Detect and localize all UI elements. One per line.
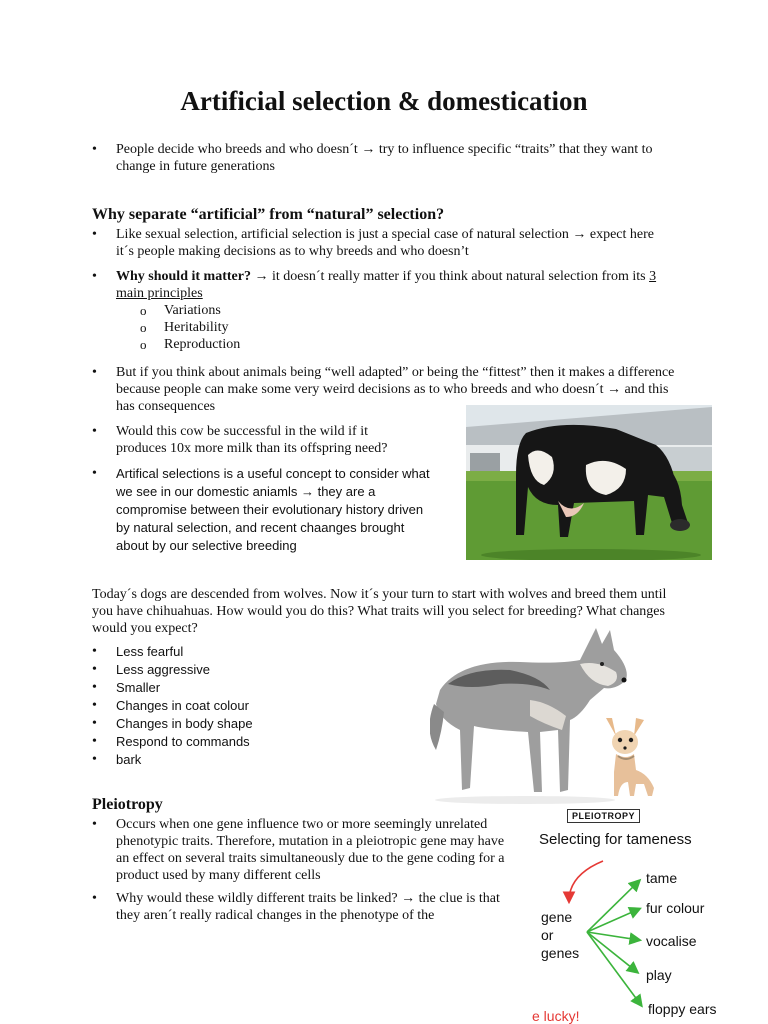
traits-list <box>92 643 392 769</box>
section-heading-why-separate: Why separate “artificial” from “natural” selection? <box>92 206 445 223</box>
list-item: • Like sexual selection, artificial selection is just a special case of natural selection → expect here it´s people making decisions as to why breeds and who doesn’t <box>92 226 662 260</box>
section-heading-pleiotropy: Pleiotropy <box>92 796 163 813</box>
selection-curve-arrow <box>569 861 603 901</box>
list-item: • Changes in body shape <box>92 715 392 733</box>
target-tame: tame <box>646 870 678 886</box>
diagram-tag: PLEIOTROPY <box>567 809 640 823</box>
list-item: • Artifical selections is a useful concept to consider what we see in our domestic aniamls → they are a compromise between their evolutionary history driven by natural selection, and recent chaanges brought about by our selective breeding <box>92 465 438 555</box>
wolf-chihuahua-photo <box>430 620 680 805</box>
section1-list <box>92 226 662 353</box>
list-item: • Respond to commands <box>92 733 392 751</box>
cow-photo-drawing <box>466 405 712 560</box>
list-item: • Why should it matter? → it doesn´t really matter if you think about natural selection from its 3 main principles <box>92 268 662 302</box>
intro-list <box>92 141 672 175</box>
chihuahua-photo <box>600 712 660 802</box>
arrow-to-tame <box>587 881 639 932</box>
list-item: • Occurs when one gene influence two or more seemingly unrelated phenotypic traits. Therefore, mutation in a pleiotropic gene may have an effect on several traits simultaneously due to the gene coding for a product used by many different cells <box>92 816 510 884</box>
pleiotropy-diagram <box>525 805 735 1024</box>
target-fur-colour: fur colour <box>646 900 705 916</box>
list-item: • Smaller <box>92 679 392 697</box>
list-item: • Less aggressive <box>92 661 392 679</box>
list-item: • People decide who breeds and who doesn´t → try to influence specific “traits” that they want to change in future generations <box>92 141 672 175</box>
principles-link: 3 main principles <box>116 269 657 301</box>
cow-question <box>92 423 422 457</box>
principle-item: o Heritability <box>92 319 662 336</box>
principle-item: o Variations <box>92 302 662 319</box>
target-vocalise: vocalise <box>646 933 697 949</box>
pleiotropy-list <box>92 816 510 924</box>
bold-question: Why should it matter? <box>116 269 251 284</box>
target-floppy-ears: floppy ears <box>648 1001 717 1017</box>
cow-photo <box>466 405 712 560</box>
arrow-to-fur-colour <box>587 909 639 932</box>
target-play: play <box>646 967 672 983</box>
list-item: • Changes in coat colour <box>92 697 392 715</box>
diagram-title: Selecting for tameness <box>539 831 692 848</box>
list-item: • Less fearful <box>92 643 392 661</box>
principle-item: o Reproduction <box>92 336 662 353</box>
list-item: • But if you think about animals being “well adapted” or being the “fittest” then it makes a difference because people can make some very weird decisions as to who breeds and who doesn´t → and this has consequences <box>92 364 682 415</box>
page-title: Artificial selection & domestication <box>180 86 588 116</box>
list-item: • bark <box>92 751 392 769</box>
list-item: • Why would these wildly different traits be linked? → the clue is that they aren´t really radical changes in the phenotype of the <box>92 890 510 924</box>
diagram-source: gene or genes <box>541 909 580 961</box>
dogs-paragraph: Today´s dogs are descended from wolves. Now it´s your turn to start with wolves and breed them until you have chihuahuas. How would you do this? What traits will you select for breeding? What changes would you expect? <box>92 587 667 636</box>
diagram-footer: e lucky! <box>532 1008 580 1024</box>
artificial-selection-note <box>92 465 438 555</box>
list-item: • Would this cow be successful in the wild if it produces 10x more milk than its offspring need? <box>92 423 422 457</box>
